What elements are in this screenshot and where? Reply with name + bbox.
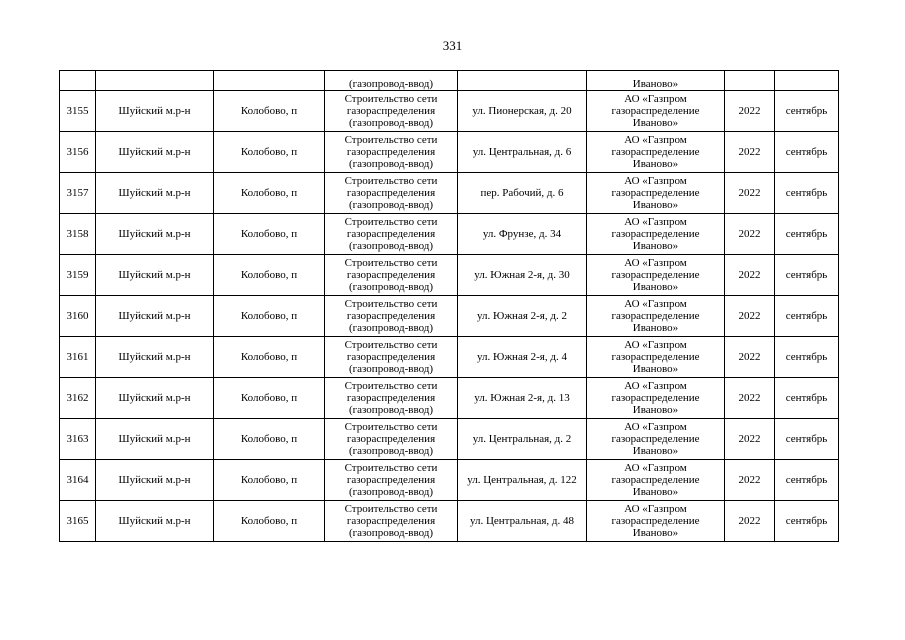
cell-district: Шуйский м.р-н: [96, 419, 214, 460]
cell-settlement: Колобово, п: [214, 132, 325, 173]
table-row: [60, 501, 839, 542]
cell-year: 2022: [725, 132, 775, 173]
cell-address: ул. Южная 2-я, д. 30: [458, 255, 587, 296]
cell-district: Шуйский м.р-н: [96, 337, 214, 378]
cell-district: [96, 71, 214, 91]
cell-year: 2022: [725, 173, 775, 214]
cell-year: 2022: [725, 460, 775, 501]
cell-year: 2022: [725, 296, 775, 337]
cell-address: [458, 71, 587, 91]
cell-address: ул. Южная 2-я, д. 4: [458, 337, 587, 378]
cell-work: Строительство сети газораспределения (газопровод-ввод): [325, 419, 458, 460]
table-row: [60, 337, 839, 378]
cell-year: 2022: [725, 337, 775, 378]
cell-month: сентябрь: [775, 378, 839, 419]
cell-address: ул. Центральная, д. 6: [458, 132, 587, 173]
cell-num: 3159: [60, 255, 96, 296]
table-body: [60, 71, 839, 542]
cell-work: Строительство сети газораспределения (газопровод-ввод): [325, 296, 458, 337]
cell-month: [775, 71, 839, 91]
cell-work: Строительство сети газораспределения (газопровод-ввод): [325, 460, 458, 501]
cell-settlement: Колобово, п: [214, 378, 325, 419]
cell-district: Шуйский м.р-н: [96, 501, 214, 542]
cell-address: ул. Фрунзе, д. 34: [458, 214, 587, 255]
cell-address: ул. Пионерская, д. 20: [458, 91, 587, 132]
cell-month: сентябрь: [775, 255, 839, 296]
cell-num: 3156: [60, 132, 96, 173]
table-row: [60, 255, 839, 296]
cell-address: ул. Южная 2-я, д. 13: [458, 378, 587, 419]
cell-month: сентябрь: [775, 460, 839, 501]
table-row: [60, 378, 839, 419]
cell-num: 3157: [60, 173, 96, 214]
cell-work: Строительство сети газораспределения (газопровод-ввод): [325, 255, 458, 296]
cell-district: Шуйский м.р-н: [96, 296, 214, 337]
cell-org: АО «Газпром газораспределение Иваново»: [587, 173, 725, 214]
cell-settlement: [214, 71, 325, 91]
cell-address: ул. Южная 2-я, д. 2: [458, 296, 587, 337]
table-row: [60, 460, 839, 501]
cell-org: АО «Газпром газораспределение Иваново»: [587, 214, 725, 255]
cell-org: АО «Газпром газораспределение Иваново»: [587, 378, 725, 419]
cell-year: 2022: [725, 419, 775, 460]
cell-month: сентябрь: [775, 501, 839, 542]
cell-work: (газопровод-ввод): [325, 71, 458, 91]
cell-district: Шуйский м.р-н: [96, 460, 214, 501]
cell-org: АО «Газпром газораспределение Иваново»: [587, 91, 725, 132]
cell-org: АО «Газпром газораспределение Иваново»: [587, 255, 725, 296]
cell-settlement: Колобово, п: [214, 91, 325, 132]
cell-district: Шуйский м.р-н: [96, 91, 214, 132]
cell-work: Строительство сети газораспределения (газопровод-ввод): [325, 378, 458, 419]
cell-org: АО «Газпром газораспределение Иваново»: [587, 501, 725, 542]
cell-settlement: Колобово, п: [214, 255, 325, 296]
registry-table: [59, 70, 839, 542]
cell-district: Шуйский м.р-н: [96, 132, 214, 173]
cell-work: Строительство сети газораспределения (газопровод-ввод): [325, 132, 458, 173]
cell-num: 3165: [60, 501, 96, 542]
cell-org: АО «Газпром газораспределение Иваново»: [587, 132, 725, 173]
cell-settlement: Колобово, п: [214, 173, 325, 214]
cell-work: Строительство сети газораспределения (газопровод-ввод): [325, 173, 458, 214]
cell-address: ул. Центральная, д. 48: [458, 501, 587, 542]
cell-work: Строительство сети газораспределения (газопровод-ввод): [325, 337, 458, 378]
cell-num: 3158: [60, 214, 96, 255]
cell-district: Шуйский м.р-н: [96, 255, 214, 296]
cell-work: Строительство сети газораспределения (газопровод-ввод): [325, 501, 458, 542]
cell-district: Шуйский м.р-н: [96, 378, 214, 419]
table-row: [60, 214, 839, 255]
cell-settlement: Колобово, п: [214, 337, 325, 378]
cell-settlement: Колобово, п: [214, 460, 325, 501]
cell-year: 2022: [725, 214, 775, 255]
table-row: [60, 296, 839, 337]
page-number: 331: [442, 38, 463, 53]
cell-work: Строительство сети газораспределения (газопровод-ввод): [325, 214, 458, 255]
cell-settlement: Колобово, п: [214, 214, 325, 255]
cell-org: Иваново»: [587, 71, 725, 91]
continuation-row: [60, 71, 839, 91]
cell-address: ул. Центральная, д. 2: [458, 419, 587, 460]
cell-month: сентябрь: [775, 214, 839, 255]
table-row: [60, 132, 839, 173]
cell-org: АО «Газпром газораспределение Иваново»: [587, 460, 725, 501]
cell-num: 3155: [60, 91, 96, 132]
cell-settlement: Колобово, п: [214, 296, 325, 337]
cell-district: Шуйский м.р-н: [96, 214, 214, 255]
cell-num: 3162: [60, 378, 96, 419]
cell-org: АО «Газпром газораспределение Иваново»: [587, 296, 725, 337]
cell-num: 3164: [60, 460, 96, 501]
cell-org: АО «Газпром газораспределение Иваново»: [587, 419, 725, 460]
cell-org: АО «Газпром газораспределение Иваново»: [587, 337, 725, 378]
cell-settlement: Колобово, п: [214, 419, 325, 460]
cell-month: сентябрь: [775, 296, 839, 337]
cell-year: 2022: [725, 501, 775, 542]
cell-num: [60, 71, 96, 91]
cell-work: Строительство сети газораспределения (газопровод-ввод): [325, 91, 458, 132]
cell-district: Шуйский м.р-н: [96, 173, 214, 214]
cell-year: 2022: [725, 378, 775, 419]
table-row: [60, 91, 839, 132]
cell-month: сентябрь: [775, 132, 839, 173]
cell-year: 2022: [725, 91, 775, 132]
cell-address: пер. Рабочий, д. 6: [458, 173, 587, 214]
cell-num: 3160: [60, 296, 96, 337]
table-row: [60, 173, 839, 214]
cell-num: 3161: [60, 337, 96, 378]
cell-month: сентябрь: [775, 173, 839, 214]
cell-month: сентябрь: [775, 91, 839, 132]
table-row: [60, 419, 839, 460]
cell-year: [725, 71, 775, 91]
cell-settlement: Колобово, п: [214, 501, 325, 542]
cell-address: ул. Центральная, д. 122: [458, 460, 587, 501]
cell-year: 2022: [725, 255, 775, 296]
cell-num: 3163: [60, 419, 96, 460]
cell-month: сентябрь: [775, 419, 839, 460]
cell-month: сентябрь: [775, 337, 839, 378]
